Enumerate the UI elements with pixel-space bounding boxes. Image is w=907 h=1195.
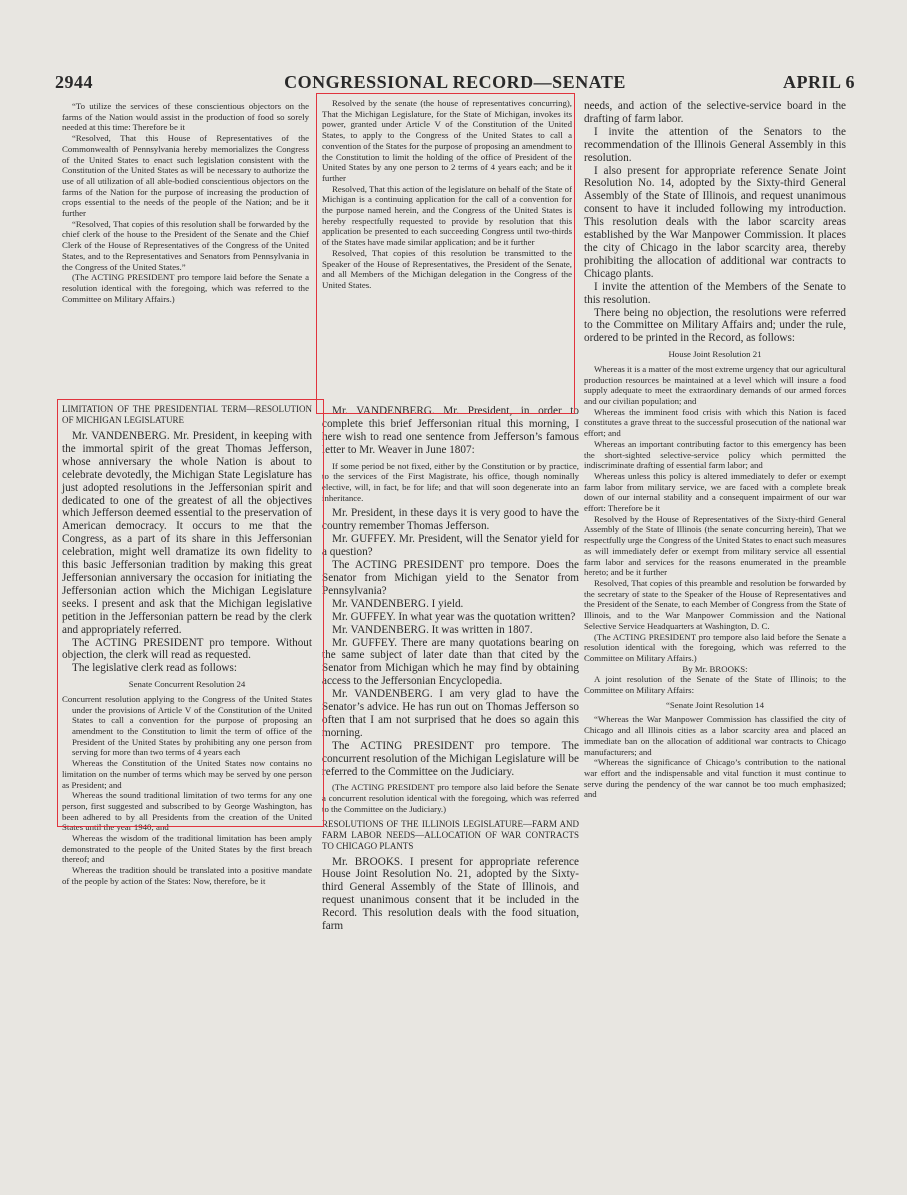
paragraph: Resolved, That copies of this preamble and resolution be forwarded by the secretary of state to the Speaker of the House of Representatives and the President of the Senate, to each Member of Congress from the State of Illinois, and to the War Manpower Commission and the National Selective Service Headquarters at Washington, D. C. — [584, 577, 846, 631]
paragraph: Resolved by the House of Representatives of the Sixty-third General Assembly of the State of Illinois (the senate concurring herein), That we respectfully urge the Congress of the United States to enact such measures as will immediately defer or exempt from military service all essential farm labor and services for the reasons enumerated in the preamble hereto; and be it further — [584, 513, 846, 578]
page-number: 2944 — [55, 72, 93, 92]
paragraph: Whereas the Constitution of the United States now contains no limitation on the number of terms which may be served by one person as President; and — [62, 758, 312, 790]
paragraph: The ACTING PRESIDENT pro tempore. Without objection, the clerk will read as requested. — [62, 636, 312, 662]
paragraph: Senate Concurrent Resolution 24 — [128, 679, 246, 690]
publication-title: CONGRESSIONAL RECORD—SENATE — [284, 72, 626, 92]
paragraph: Resolved, That copies of this resolution be transmitted to the Speaker of the House of Representatives, the President of the Senate, and all Members of the Michigan delegation in the Congress of the United States. — [322, 247, 572, 290]
paragraph: “Senate Joint Resolution 14 — [666, 699, 764, 710]
paragraph: Whereas unless this policy is altered immediately to defer or exempt farm labor from military service, we are faced with a complete break down of our internal stability and a consequent impairment of our war effort: Therefore be it — [584, 470, 846, 514]
paragraph: Mr. VANDENBERG. Mr. President, in keeping with the immortal spirit of the great Thomas Jefferson, whose anniversary the whole Nation is about to celebrate devotedly, the Michigan State Legislature has just adopted resolutions in the Jeffersonian spirit and dedicated to one of the greatest of all the objectives which Jefferson deemed essential to the preservation of American democracy. It occurs to me that the Congress, as a part of its share in this Jeffersonian celebration, might well dramatize its own fidelity to this basic Jeffersonian tradition by making this great Jeffersonian anniversary the occasion for initiating the Jeffersonian action which the Michigan Legislature seeks. I present and ask that the Michigan legislative petition in the Jeffersonian pattern be read by the clerk and appropriately referred. — [62, 430, 312, 636]
paragraph: Mr. GUFFEY. There are many quotations bearing on the same subject of later date than that cited by the Senator from Michigan which he may find by obtaining access to the Jeffersonian Encyclopedia. — [322, 636, 579, 688]
paragraph: I invite the attention of the Members of the Senate to this resolution. — [584, 280, 846, 306]
paragraph: A joint resolution of the Senate of the State of Illinois; to the Committee on Military Affairs: — [584, 674, 846, 696]
paragraph: Mr. VANDENBERG. Mr. President, in order to complete this brief Jeffersonian ritual this morning, I here wish to read one sentence from Jefferson’s famous letter to Mr. Weaver in June 1807: — [322, 405, 579, 456]
paragraph: Mr. GUFFEY. In what year was the quotation written? — [332, 610, 576, 623]
paragraph: LIMITATION OF THE PRESIDENTIAL TERM—RESOLUTION OF MICHIGAN LEGISLATURE — [62, 404, 312, 425]
issue-date: APRIL 6 — [782, 72, 855, 92]
paragraph: By Mr. BROOKS: — [682, 663, 748, 674]
paragraph: RESOLUTIONS OF THE ILLINOIS LEGISLATURE—FARM AND FARM LABOR NEEDS—ALLOCATION OF WAR CONTRACTS TO CHICAGO PLANTS — [322, 818, 579, 851]
paragraph: “Whereas the significance of Chicago’s contribution to the national war effort and the indispensable and vital function it must continue to serve during the pendency of the war cannot be too much emphasized; and — [584, 757, 846, 800]
column-2-bottom — [322, 405, 579, 933]
highlight-box-michigan-resolution — [316, 93, 575, 414]
paragraph: (The ACTING PRESIDENT pro tempore laid before the Senate a resolution identical with the foregoing, which was referred to the Committee on Military Affairs.) — [62, 272, 309, 304]
paragraph: Whereas an important contributing factor to this emergency has been the short-sighted selective-service policy which permitted the indiscriminate drafting of essential farm labor; and — [584, 438, 846, 471]
paragraph: Mr. President, in these days it is very good to have the country remember Thomas Jefferson. — [322, 507, 579, 533]
paragraph: Resolved by the senate (the house of representatives concurring), That the Michigan Legislature, for the State of Michigan, invokes its power, granted under Article V of the Constitution of the United States, to apply to the Congress of the United States to call a convention of the States for the purpose of proposing an amendment to the Constitution to limit the holding of the office of President of the United States by any one person to 2 terms of 4 years each; and be it further — [322, 98, 572, 183]
paragraph: The legislative clerk read as follows: — [72, 662, 237, 675]
paragraph: “Resolved, That copies of this resolution shall be forwarded by the chief clerk of the house to the President of the Senate and the Chief Clerk of the House of Representatives of the Congress of the United States, and to the Representatives and Senators from Pennsylvania in the Congress of the United States.” — [62, 218, 309, 272]
paragraph: Mr. VANDENBERG. I am very glad to have the Senator’s advice. He has run out on Thomas Jefferson so often that I am not surprised that he does so again this morning. — [322, 688, 579, 739]
paragraph: “To utilize the services of these conscientious objectors on the farms of the Nation would assist in the production of food so sorely needed at this time: Therefore be it — [62, 101, 309, 133]
column-1-top — [62, 101, 309, 405]
paragraph: Mr. GUFFEY. Mr. President, will the Senator yield for a question? — [322, 533, 579, 559]
paragraph: Whereas the imminent food crisis with which this Nation is faced constitutes a grave threat to the successful prosecution of the national war effort; and — [584, 406, 846, 439]
paragraph: (The ACTING PRESIDENT pro tempore also laid before the Senate a resolution identical with the foregoing, which was referred to the Committee on Military Affairs.) — [584, 631, 846, 663]
paragraph: I also present for appropriate reference Senate Joint Resolution No. 14, adopted by the Sixty-third General Assembly of the State of Illinois, and request unanimous consent to have it included following my introduction. This resolution deals with the labor scarcity areas established by the War Manpower Commission. It places the city of Chicago in the labor scarcity area, thereby prohibiting the allocation of additional war contracts to Chicago plants. — [584, 164, 846, 280]
paragraph: The ACTING PRESIDENT pro tempore. The concurrent resolution of the Michigan Legislature will be referred to the Committee on the Judiciary. — [322, 739, 579, 778]
paragraph: Mr. VANDENBERG. It was written in 1807. — [332, 623, 533, 636]
paragraph: If some period be not fixed, either by the Constitution or by practice, to the services of the First Magistrate, his office, though nominally elective, will, in fact, be for life; and that will soon degenerate into an inheritance. — [322, 460, 579, 503]
paragraph: Whereas the wisdom of the traditional limitation has been amply demonstrated to the people of the United States by the first breach thereof; and — [62, 833, 312, 865]
paragraph: Whereas the tradition should be translated into a positive mandate of the people by action of the States: Now, therefore, be it — [62, 865, 312, 886]
column-3 — [584, 100, 846, 825]
paragraph: Resolved, That this action of the legislature on behalf of the State of Michigan is a continuing application for the call of a convention for the purpose named herein, and the Congress of the United States is hereby respectfully requested to provide by resolution that this application be presented to each succeeding Congress until two-thirds of the States have made similar application; and be it further — [322, 183, 572, 248]
paragraph: House Joint Resolution 21 — [668, 349, 762, 360]
paragraph: “Resolved, That this House of Representatives of the Commonwealth of Pennsylvania hereby memorializes the Congress of the United States to enact such legislation consistent with the Constitution of the United States as will be necessary to authorize the use of all utilization of all able-bodied conscientious objectors on the farms of the Nation for the purpose of increasing the production of crops essential to the needs of the people of the Nation; and be it further — [62, 133, 309, 219]
paragraph: The ACTING PRESIDENT pro tempore. Does the Senator from Michigan yield to the Senator from Pennsylvania? — [322, 559, 579, 597]
paragraph: needs, and action of the selective-service board in the drafting of farm labor. — [584, 100, 846, 125]
highlight-box-vandenberg-remarks — [57, 399, 324, 827]
paragraph: Mr. BROOKS. I present for appropriate reference House Joint Resolution No. 21, adopted by the Sixty-third General Assembly of the State of Illinois, and request unanimous consent that it be included in the Record. This resolution deals with the food situation, farm — [322, 855, 579, 933]
paragraph: I invite the attention of the Senators to the recommendation of the Illinois General Assembly in this resolution. — [584, 125, 846, 164]
paragraph: (The ACTING PRESIDENT pro tempore also laid before the Senate a concurrent resolution identical with the foregoing, which was referred to the Committee on the Judiciary.) — [322, 782, 579, 814]
paragraph: There being no objection, the resolutions were referred to the Committee on Military Affairs and; under the rule, ordered to be printed in the Record, as follows: — [584, 306, 846, 345]
paragraph: Mr. VANDENBERG. I yield. — [332, 597, 464, 610]
paragraph: Whereas the sound traditional limitation of two terms for any one person, first suggested and subscribed to by George Washington, has been adhered to by all Presidents from the creation of the United States until the year 1940; and — [62, 790, 312, 833]
paragraph: “Whereas the War Manpower Commission has classified the city of Chicago and all Illinois cities as a labor scarcity area and placed an immediate ban on the allocation of additional war contracts to Chicago manufacturers; and — [584, 714, 846, 757]
paragraph: Whereas it is a matter of the most extreme urgency that our agricultural production resources be maintained at a level which will insure a food supply adequate to meet the extraordinary demands of our armed forces and our civilian population; and — [584, 363, 846, 407]
paragraph: Concurrent resolution applying to the Congress of the United States under the provisions of Article V of the Constitution of the United States to call a convention for the purpose of proposing an amendment to the Constitution to limit the term of office of the President of the United States by prohibiting any one person from serving for more than two terms of 4 years each — [62, 693, 312, 758]
